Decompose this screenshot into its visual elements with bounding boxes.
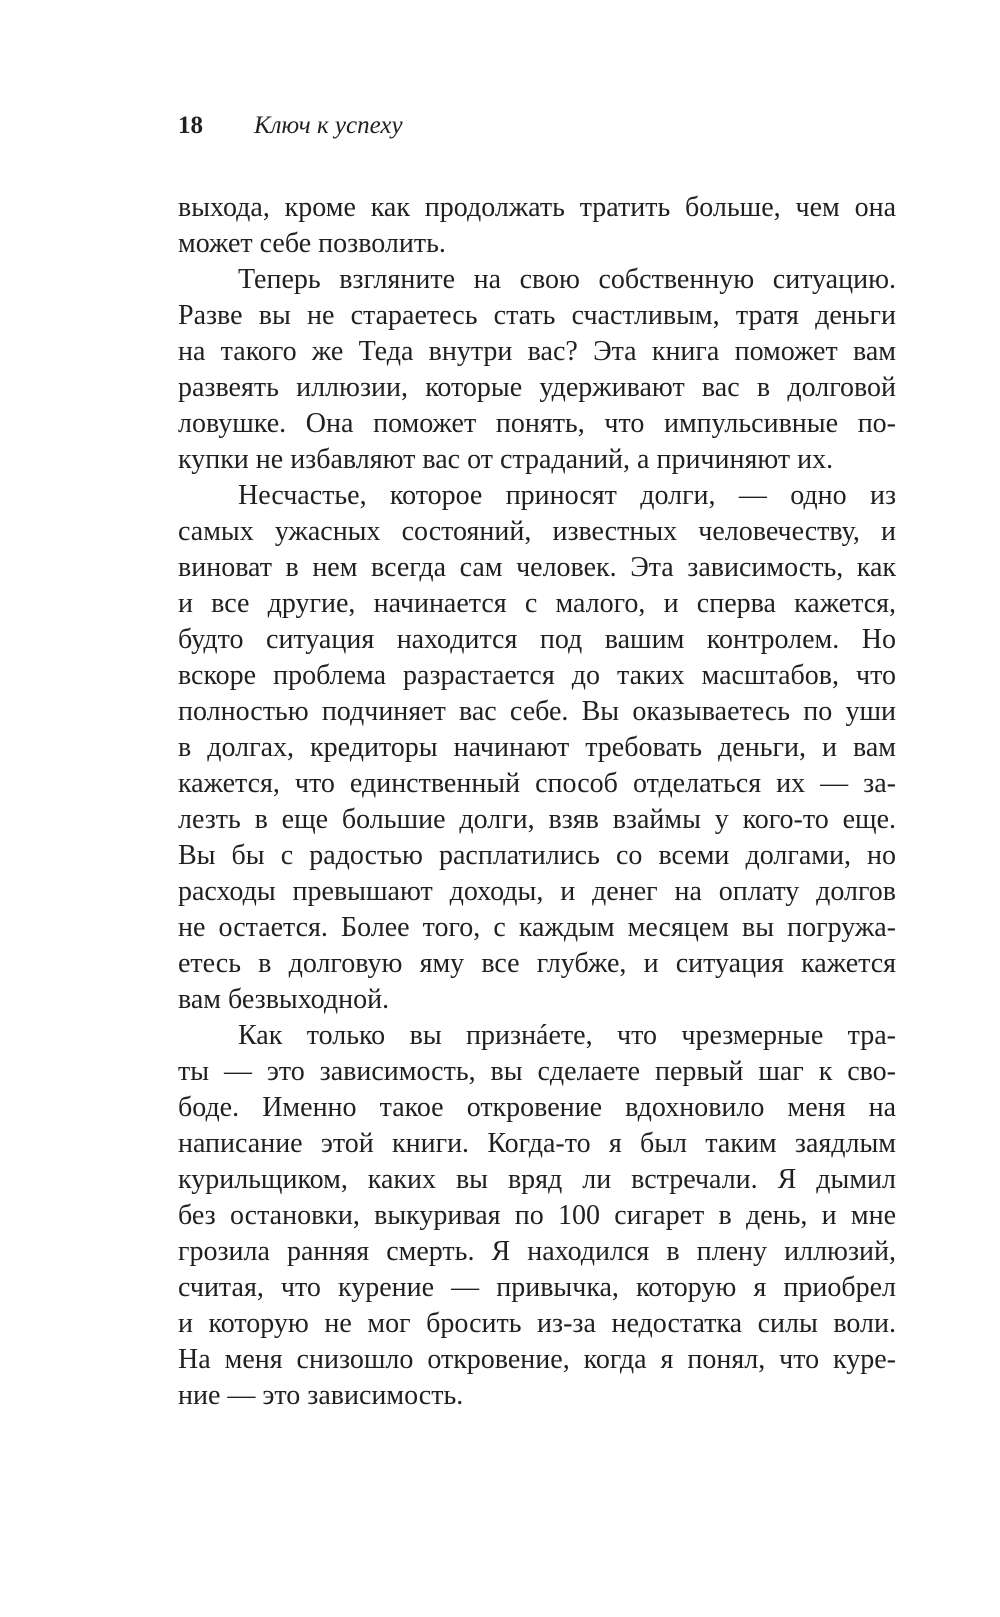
text-line: лезть в еще большие долги, взяв взаймы у кого-то еще.	[178, 804, 896, 835]
paragraph	[178, 190, 896, 262]
paragraph	[178, 1018, 896, 1414]
text-line: кажется, что единственный способ отделаться их — за-	[178, 768, 896, 799]
page-number: 18	[178, 112, 203, 139]
text-line: ние — это зависимость.	[178, 1380, 464, 1411]
text-line: расходы превышают доходы, и денег на оплату долгов	[178, 876, 896, 907]
paragraph	[178, 478, 896, 1018]
text-line: Вы бы с радостью расплатились со всеми долгами, но	[178, 840, 896, 871]
text-line: развеять иллюзии, которые удерживают вас в долговой	[178, 372, 896, 403]
text-line: курильщиком, каких вы вряд ли встречали. Я дымил	[178, 1164, 896, 1195]
running-head	[178, 108, 878, 144]
text-line: боде. Именно такое откровение вдохновило меня на	[178, 1092, 896, 1123]
text-line: будто ситуация находится под вашим контролем. Но	[178, 624, 896, 655]
text-line: без остановки, выкуривая по 100 сигарет в день, и мне	[178, 1200, 896, 1231]
text-line: купки не избавляют вас от страданий, а причиняют их.	[178, 444, 834, 475]
text-line: вскоре проблема разрастается до таких масштабов, что	[178, 660, 896, 691]
text-line: ловушке. Она поможет понять, что импульсивные по-	[178, 408, 896, 439]
text-line: етесь в долговую яму все глубже, и ситуация кажется	[178, 948, 896, 979]
text-line: самых ужасных состояний, известных человечеству, и	[178, 516, 896, 547]
text-line: виноват в нем всегда сам человек. Эта зависимость, как	[178, 552, 896, 583]
text-line: грозила ранняя смерть. Я находился в плену иллюзий,	[178, 1236, 896, 1267]
text-line: выхода, кроме как продолжать тратить больше, чем она	[178, 192, 896, 223]
text-line: и которую не мог бросить из-за недостатка силы воли.	[178, 1308, 896, 1339]
text-line: вам безвыходной.	[178, 984, 390, 1015]
text-line: Как только вы признáете, что чрезмерные тра-	[238, 1020, 896, 1051]
text-line: Теперь взгляните на свою собственную ситуацию.	[238, 264, 896, 295]
paragraph	[178, 262, 896, 478]
text-line: Разве вы не стараетесь стать счастливым, тратя деньги	[178, 300, 896, 331]
running-title: Ключ к успеху	[254, 112, 403, 139]
text-line: На меня снизошло откровение, когда я понял, что куре-	[178, 1344, 896, 1375]
text-line: Несчастье, которое приносят долги, — одно из	[238, 480, 896, 511]
text-line: ты — это зависимость, вы сделаете первый шаг к сво-	[178, 1056, 896, 1087]
text-line: написание этой книги. Когда-то я был таким заядлым	[178, 1128, 896, 1159]
text-line: и все другие, начинается с малого, и сперва кажется,	[178, 588, 896, 619]
text-line: на такого же Теда внутри вас? Эта книга поможет вам	[178, 336, 896, 367]
text-line: считая, что курение — привычка, которую я приобрел	[178, 1272, 896, 1303]
body-text	[178, 190, 896, 1414]
text-line: может себе позволить.	[178, 228, 446, 259]
text-line: не остается. Более того, с каждым месяцем вы погружа-	[178, 912, 896, 943]
text-line: полностью подчиняет вас себе. Вы оказываетесь по уши	[178, 696, 896, 727]
text-line: в долгах, кредиторы начинают требовать деньги, и вам	[178, 732, 896, 763]
